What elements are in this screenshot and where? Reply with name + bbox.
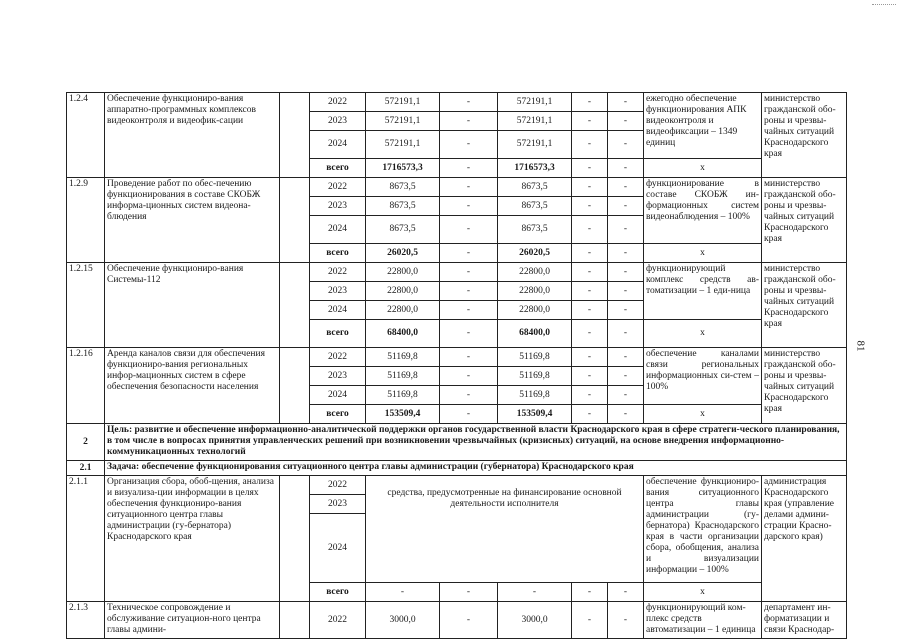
regional-cell: 572191,1 <box>498 131 572 159</box>
executor-cell: министерство гражданской обо-роны и чрезвы-чайных ситуаций Краснодарского края <box>762 178 847 263</box>
regional-cell: 22800,0 <box>498 282 572 301</box>
municipal-cell: - <box>572 263 608 282</box>
program-table-sheet <box>66 92 846 639</box>
extra-budget-cell: - <box>608 216 644 244</box>
table-row <box>67 263 847 282</box>
extra-budget-cell: - <box>608 386 644 405</box>
regional-cell: 68400,0 <box>498 320 572 348</box>
municipal-cell: - <box>572 348 608 367</box>
year-cell: 2024 <box>310 131 366 159</box>
x-mark: х <box>644 320 762 348</box>
regional-cell: - <box>498 583 572 602</box>
goal-number: 2 <box>67 424 105 461</box>
federal-cell: - <box>440 301 498 320</box>
year-cell: 2022 <box>310 476 366 495</box>
regional-cell: 3000,0 <box>498 602 572 639</box>
municipal-cell: - <box>572 367 608 386</box>
municipal-cell: - <box>572 244 608 263</box>
activity-name: Аренда каналов связи для обеспечения функциониро-вания региональных инфор-мационных систем в сфере обеспечения безопасности населения <box>105 348 280 424</box>
year-cell: 2024 <box>310 514 366 583</box>
empty-cell <box>280 602 310 639</box>
task-text: Задача: обеспечение функционирования ситуационного центра главы администрации (губернатора) Краснодарского края <box>105 461 847 476</box>
extra-budget-cell: - <box>608 320 644 348</box>
year-cell: 2022 <box>310 178 366 197</box>
regional-cell: 51169,8 <box>498 348 572 367</box>
extra-budget-cell: - <box>608 131 644 159</box>
row-number: 1.2.4 <box>67 93 105 178</box>
year-cell: 2022 <box>310 602 366 639</box>
total-cell: 572191,1 <box>366 131 440 159</box>
regional-cell: 51169,8 <box>498 386 572 405</box>
result-cell: обеспечение каналами связи региональных информационных си-стем –100% <box>644 348 762 405</box>
federal-cell: - <box>440 178 498 197</box>
federal-cell: - <box>440 197 498 216</box>
year-cell: 2024 <box>310 216 366 244</box>
year-cell: 2023 <box>310 197 366 216</box>
extra-budget-cell: - <box>608 405 644 424</box>
municipal-cell: - <box>572 178 608 197</box>
total-cell: 3000,0 <box>366 602 440 639</box>
result-cell: функционирующий ком-плекс средств автоматизации – 1 единица <box>644 602 762 639</box>
year-cell: 2023 <box>310 367 366 386</box>
empty-cell <box>280 476 310 602</box>
regional-cell: 22800,0 <box>498 301 572 320</box>
row-number: 2.1.3 <box>67 602 105 639</box>
total-cell: 26020,5 <box>366 244 440 263</box>
extra-budget-cell: - <box>608 93 644 112</box>
municipal-cell: - <box>572 301 608 320</box>
year-cell: 2024 <box>310 386 366 405</box>
extra-budget-cell: - <box>608 602 644 639</box>
federal-cell: - <box>440 367 498 386</box>
row-number: 1.2.9 <box>67 178 105 263</box>
municipal-cell: - <box>572 602 608 639</box>
federal-cell: - <box>440 216 498 244</box>
year-cell: 2022 <box>310 93 366 112</box>
extra-budget-cell: - <box>608 197 644 216</box>
federal-cell: - <box>440 93 498 112</box>
regional-cell: 26020,5 <box>498 244 572 263</box>
activity-name: Обеспечение функциониро-вания аппаратно-программных комплексов видеоконтроля и видеофик-сации <box>105 93 280 178</box>
municipal-cell: - <box>572 282 608 301</box>
total-cell: 51169,8 <box>366 348 440 367</box>
empty-cell <box>280 178 310 263</box>
municipal-cell: - <box>572 131 608 159</box>
executor-cell: министерство гражданской обо-роны и чрезвы-чайных ситуаций Краснодарского края <box>762 348 847 424</box>
municipal-cell: - <box>572 159 608 178</box>
regional-cell: 51169,8 <box>498 367 572 386</box>
extra-budget-cell: - <box>608 263 644 282</box>
federal-cell: - <box>440 282 498 301</box>
municipal-cell: - <box>572 386 608 405</box>
result-cell: обеспечение функциониро-вания ситуационного центра главы администрации (гу-бернатора) Краснодарского края в части организации сбора, обобщения, анализа и визуализации информации – 100% <box>644 476 762 583</box>
row-number: 1.2.16 <box>67 348 105 424</box>
extra-budget-cell: - <box>608 301 644 320</box>
total-cell: 51169,8 <box>366 367 440 386</box>
total-cell: - <box>366 583 440 602</box>
federal-cell: - <box>440 244 498 263</box>
executor-cell: министерство гражданской обо-роны и чрезвы-чайных ситуаций Краснодарского края <box>762 93 847 178</box>
row-number: 1.2.15 <box>67 263 105 348</box>
extra-budget-cell: - <box>608 112 644 131</box>
total-cell: 22800,0 <box>366 282 440 301</box>
total-cell: 22800,0 <box>366 301 440 320</box>
municipal-cell: - <box>572 197 608 216</box>
federal-cell: - <box>440 583 498 602</box>
total-label: всего <box>310 159 366 178</box>
regional-cell: 8673,5 <box>498 197 572 216</box>
total-cell: 8673,5 <box>366 178 440 197</box>
executor-cell: министерство гражданской обо-роны и чрезвы-чайных ситуаций Краснодарского края <box>762 263 847 348</box>
total-cell: 22800,0 <box>366 263 440 282</box>
municipal-cell: - <box>572 320 608 348</box>
goal-text: Цель: развитие и обеспечение информационно-аналитической поддержки органов государственной власти Краснодарского края в сфере стратеги-ческого планирования, в том числе в вопросах принятия управленческих решений при возникновении чрезвычайных (кризисных) ситуаций, на основе внедрения информационно-коммуникационных технологий <box>105 424 847 461</box>
municipal-cell: - <box>572 583 608 602</box>
federal-cell: - <box>440 405 498 424</box>
table-row <box>67 476 847 495</box>
total-cell: 572191,1 <box>366 112 440 131</box>
regional-cell: 22800,0 <box>498 263 572 282</box>
total-cell: 572191,1 <box>366 93 440 112</box>
regional-cell: 572191,1 <box>498 112 572 131</box>
year-cell: 2022 <box>310 263 366 282</box>
year-cell: 2023 <box>310 495 366 514</box>
federal-cell: - <box>440 159 498 178</box>
extra-budget-cell: - <box>608 244 644 263</box>
activity-name: Проведение работ по обес-печению функционирования в составе СКОБЖ информа-ционных систем видеона-блюдения <box>105 178 280 263</box>
year-cell: 2023 <box>310 282 366 301</box>
result-cell: ежегодно обеспечение функционирования АПК видеоконтроля и видеофиксации – 1349 единиц <box>644 93 762 159</box>
extra-budget-cell: - <box>608 178 644 197</box>
funding-note: средства, предусмотренные на финансирование основной деятельности исполнителя <box>366 476 644 583</box>
municipal-cell: - <box>572 112 608 131</box>
result-cell: функционирующий комплекс средств ав-томатизации – 1 еди-ница <box>644 263 762 320</box>
federal-cell: - <box>440 386 498 405</box>
activity-name: Организация сбора, обоб-щения, анализа и визуализа-ции информации в целях обеспечения функциониро-вания ситуационного центра главы администрации (гу-бернатора) Краснодарского края <box>105 476 280 602</box>
federal-cell: - <box>440 112 498 131</box>
federal-cell: - <box>440 602 498 639</box>
x-mark: х <box>644 244 762 263</box>
extra-budget-cell: - <box>608 159 644 178</box>
x-mark: х <box>644 159 762 178</box>
goal-row <box>67 424 847 461</box>
executor-cell: департамент ин-форматизации и связи Краснодар- <box>762 602 847 639</box>
municipal-cell: - <box>572 93 608 112</box>
total-cell: 51169,8 <box>366 386 440 405</box>
total-label: всего <box>310 405 366 424</box>
year-cell: 2022 <box>310 348 366 367</box>
extra-budget-cell: - <box>608 282 644 301</box>
total-label: всего <box>310 583 366 602</box>
federal-cell: - <box>440 348 498 367</box>
activity-name: Обеспечение функциониро-вания Системы-112 <box>105 263 280 348</box>
row-number: 2.1.1 <box>67 476 105 602</box>
federal-cell: - <box>440 320 498 348</box>
regional-cell: 8673,5 <box>498 216 572 244</box>
page-number: 81 <box>854 340 867 352</box>
extra-budget-cell: - <box>608 367 644 386</box>
corner-mark <box>872 4 896 6</box>
program-activities-table <box>66 92 847 639</box>
year-cell: 2023 <box>310 112 366 131</box>
task-row <box>67 461 847 476</box>
federal-cell: - <box>440 131 498 159</box>
table-row <box>67 178 847 197</box>
table-row <box>67 602 847 639</box>
result-cell: функционирование в составе СКОБЖ ин-формационных систем видеонаблюдения – 100% <box>644 178 762 244</box>
total-cell: 1716573,3 <box>366 159 440 178</box>
x-mark: х <box>644 583 762 602</box>
table-row <box>67 348 847 367</box>
empty-cell <box>280 348 310 424</box>
regional-cell: 153509,4 <box>498 405 572 424</box>
total-label: всего <box>310 320 366 348</box>
total-label: всего <box>310 244 366 263</box>
task-number: 2.1 <box>67 461 105 476</box>
municipal-cell: - <box>572 405 608 424</box>
x-mark: х <box>644 405 762 424</box>
empty-cell <box>280 263 310 348</box>
executor-cell: администрация Краснодарского края (управление делами админи-страции Красно-дарского края) <box>762 476 847 602</box>
year-cell: 2024 <box>310 301 366 320</box>
activity-name: Техническое сопровождение и обслуживание ситуацион-ного центра главы админи- <box>105 602 280 639</box>
regional-cell: 572191,1 <box>498 93 572 112</box>
total-cell: 153509,4 <box>366 405 440 424</box>
total-cell: 68400,0 <box>366 320 440 348</box>
federal-cell: - <box>440 263 498 282</box>
extra-budget-cell: - <box>608 583 644 602</box>
extra-budget-cell: - <box>608 348 644 367</box>
municipal-cell: - <box>572 216 608 244</box>
total-cell: 8673,5 <box>366 197 440 216</box>
regional-cell: 1716573,3 <box>498 159 572 178</box>
total-cell: 8673,5 <box>366 216 440 244</box>
regional-cell: 8673,5 <box>498 178 572 197</box>
empty-cell <box>280 93 310 178</box>
table-row <box>67 93 847 112</box>
